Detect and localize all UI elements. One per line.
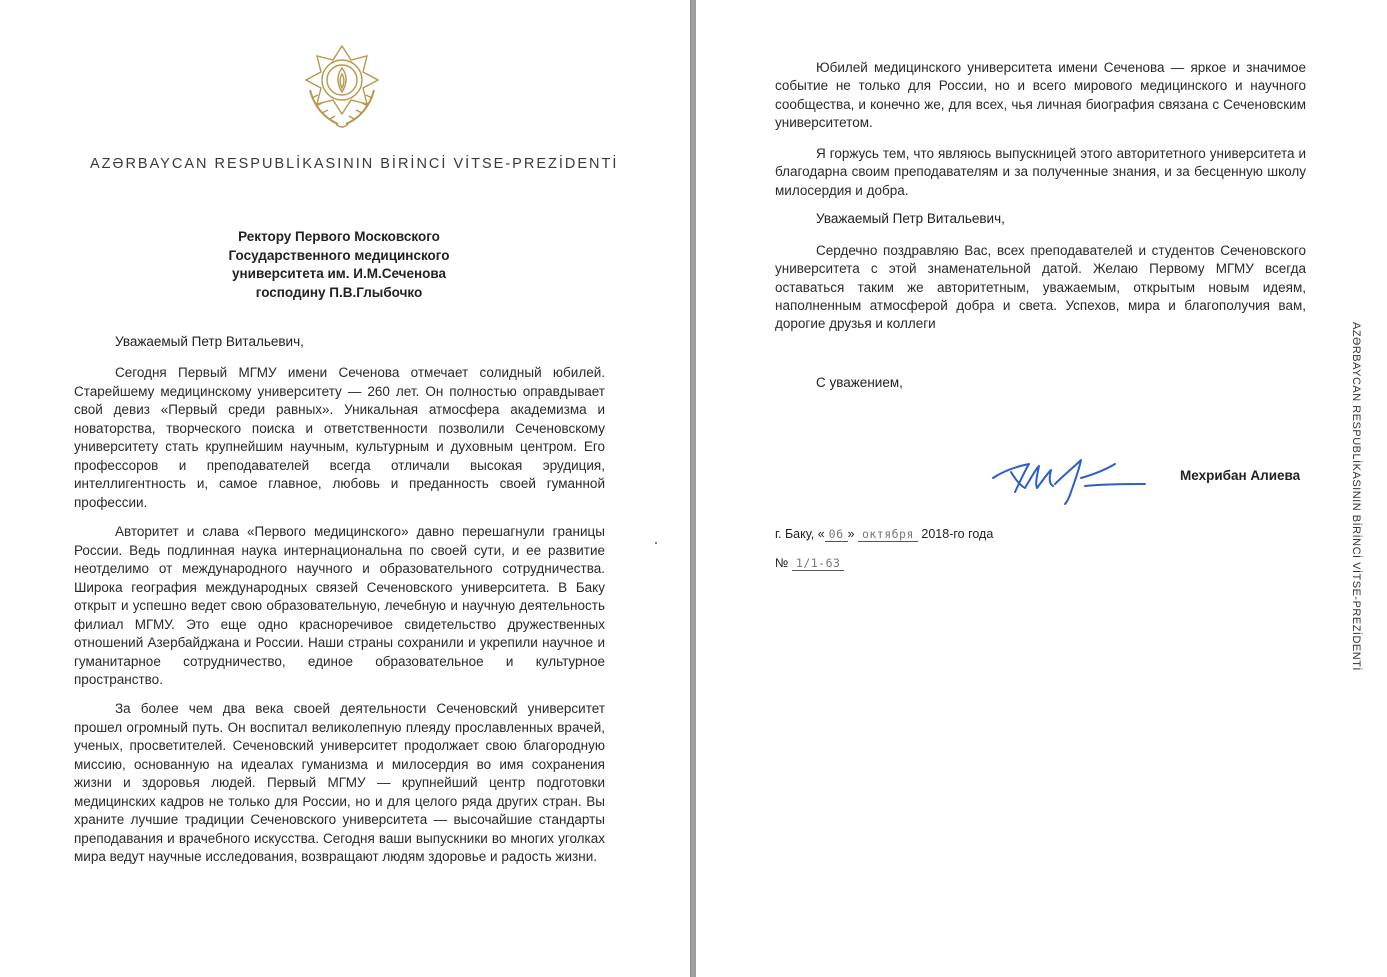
signer-name: Мехрибан Алиева bbox=[1180, 468, 1301, 483]
date-suffix: 2018-го года bbox=[921, 527, 994, 541]
scan-speck bbox=[655, 542, 657, 544]
body-paragraph: За более чем два века своей деятельности Сеченовский университет прошел огромный путь. Он воспитал великолепную плеяду прославленных врачей, ученых, просветителей. Сеченовский университет продолжает свою благородную миссию, основанную на идеалах гуманизма и милосердия во имя сохранения жизни и здоровья людей. Первый МГМУ — крупнейший центр подготовки медицинских кадров не только для России, но и для целого ряда других стран. Вы храните лучшие традиции Сеченовского университета — высочайшие стандарты преподавания и врачебного искусства. Сегодня ваши выпускники во многих уголках мира ведут научные исследования, возвращают людям здоровье и радость жизни. bbox=[74, 701, 605, 864]
date-day: 06 bbox=[825, 527, 848, 542]
letterhead-heading: AZƏRBAYCAN RESPUBLİKASININ BİRİNCİ VİTSE-PREZİDENTİ bbox=[90, 156, 619, 172]
address-line: господину П.В.Глыбочко bbox=[255, 284, 423, 300]
final-paragraph: Сердечно поздравляю Вас, всех преподавателей и студентов Сеченовского университета с этой знаменательной датой. Желаю Первому МГМУ всегда оставаться таким же авторитетным, уважаемым, открытым новым идеям, наполненным атмосферой добра и света. Успехов, мира и благополучия вам, дорогие друзья и коллеги bbox=[775, 243, 1306, 332]
recipient-address bbox=[150, 228, 528, 302]
document-number bbox=[775, 556, 844, 570]
state-emblem-icon bbox=[300, 40, 384, 132]
number-prefix: № bbox=[775, 556, 789, 570]
body-paragraph: Я горжусь тем, что являюсь выпускницей этого авторитетного университета и благодарна своим преподавателям и за полученные знания, и за бесценную школу милосердия и добра. bbox=[775, 146, 1306, 198]
address-line: Государственного медицинского bbox=[228, 247, 450, 263]
salutation: Уважаемый Петр Витальевич, bbox=[115, 334, 304, 349]
date-month: октября bbox=[858, 527, 918, 542]
address-line: Ректору Первого Московского bbox=[238, 229, 440, 244]
body-paragraph: Сегодня Первый МГМУ имени Сеченова отмечает солидный юбилей. Старейшему медицинскому университету — 260 лет. Он полностью оправдывает свой девиз «Первый среди равных». Уникальная атмосфера академизма и новаторства, творческого поиска и ответственности позволили Сеченовскому университету стать крупнейшим научным, культурным и духовным центром. Его профессоров и преподавателей всегда отличали высокая эрудиция, интеллигентность и, самое главное, любовь и преданность своей гуманной профессии. bbox=[74, 365, 605, 510]
address-line: университета им. И.М.Сеченова bbox=[232, 266, 446, 281]
date-prefix: г. Баку, « bbox=[775, 527, 825, 541]
closing-phrase: С уважением, bbox=[816, 375, 903, 390]
body-paragraph: Авторитет и слава «Первого медицинского» давно перешагнули границы России. Ведь подлинная наука интернациональна по своей сути, и ее развитие неотделимо от международного научного и образовательного сотрудничества. Широка география международных связей Сеченовского университета. В Баку открыт и успешно ведет свою образовательную, лечебную и научную деятельность филиал МГМУ. Это еще одно красноречивое свидетельство дружественных отношений Азербайджана и России. Наши страны сохранили и укрепили научное и гуманитарное сотрудничество, единое образовательное и культурное пространство. bbox=[74, 524, 605, 687]
side-letterhead-text: AZƏRBAYCAN RESPUBLİKASININ BİRİNCİ VİTSE-PREZİDENTİ bbox=[1350, 322, 1362, 671]
date-mid: » bbox=[847, 527, 855, 541]
second-salutation: Уважаемый Петр Витальевич, bbox=[816, 211, 1005, 226]
number-value: 1/1-63 bbox=[792, 556, 845, 571]
handwritten-signature-icon bbox=[985, 448, 1155, 508]
date-line bbox=[775, 527, 993, 541]
body-paragraph: Юбилей медицинского университета имени Сеченова — яркое и значимое событие не только для России, но и всего мирового медицинского и научного сообщества, и конечно же, для всех, чья личная биография связана с Сеченовским университетом. bbox=[775, 60, 1306, 130]
